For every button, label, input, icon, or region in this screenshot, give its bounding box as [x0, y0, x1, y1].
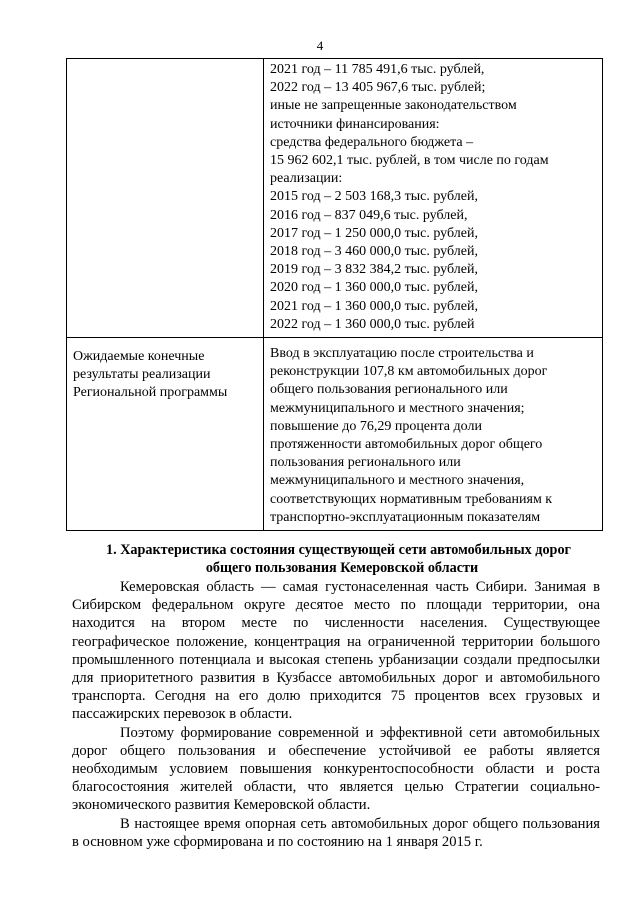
funding-line: 2015 год – 2 503 168,3 тыс. рублей,	[270, 189, 478, 205]
funding-line: иные не запрещенные законодательством	[270, 98, 517, 114]
paragraph: Поэтому формирование современной и эффективной сети автомобильных дорог общего пользования и обеспечение устойчивой ее работы является необходимым условием повышения конкурентоспособности области и роста благосостояния жителей области, что является целью Стратегии социально-экономического развития Кемеровской области.	[72, 724, 600, 814]
result-line: протяженности автомобильных дорог общего	[270, 437, 543, 453]
funding-line: 2020 год – 1 360 000,0 тыс. рублей,	[270, 280, 478, 296]
table-cell-label	[67, 338, 264, 531]
paragraph: В настоящее время опорная сеть автомобильных дорог общего пользования в основном уже сформирована и по состоянию на 1 января 2015 г.	[72, 815, 600, 850]
result-line: межмуниципального и местного значения;	[270, 400, 525, 416]
section-heading-line: 1. Характеристика состояния существующей сети автомобильных дорог	[106, 542, 571, 558]
funding-line: 15 962 602,1 тыс. рублей, в том числе по годам	[270, 153, 549, 169]
table-cell-results	[264, 338, 603, 531]
funding-line: 2022 год – 13 405 967,6 тыс. рублей;	[270, 80, 486, 96]
funding-line: 2017 год – 1 250 000,0 тыс. рублей,	[270, 225, 478, 241]
table-row	[67, 338, 603, 531]
section-heading-line: общего пользования Кемеровской области	[205, 560, 479, 576]
result-line: соответствующих нормативным требованиям к	[270, 491, 553, 507]
result-line: повышение до 76,29 процента доли	[270, 418, 482, 434]
result-line: общего пользования регионального или	[270, 382, 508, 398]
funding-line: средства федерального бюджета –	[270, 134, 474, 150]
funding-line: реализации:	[270, 171, 343, 187]
funding-line: 2022 год – 1 360 000,0 тыс. рублей	[270, 316, 475, 332]
table-row	[67, 59, 603, 338]
result-line: межмуниципального и местного значения,	[270, 473, 525, 489]
funding-line: 2021 год – 1 360 000,0 тыс. рублей,	[270, 298, 478, 314]
result-line: транспортно-эксплуатационным показателям	[270, 509, 541, 525]
page-number: 4	[316, 38, 324, 53]
label-line: Региональной программы	[73, 385, 228, 401]
label-line: Ожидаемые конечные	[73, 349, 205, 365]
funding-line: 2016 год – 837 049,6 тыс. рублей,	[270, 207, 468, 223]
funding-line: 2018 год – 3 460 000,0 тыс. рублей,	[270, 244, 478, 260]
program-passport-table	[66, 58, 603, 531]
label-line: результаты реализации	[73, 367, 211, 383]
result-line: Ввод в эксплуатацию после строительства и	[270, 346, 534, 362]
section-heading	[72, 541, 612, 577]
result-line: реконструкции 107,8 км автомобильных дорог	[270, 364, 548, 380]
funding-line: 2021 год – 11 785 491,6 тыс. рублей,	[270, 62, 485, 77]
result-line: пользования регионального или	[270, 455, 461, 471]
funding-line: 2019 год – 3 832 384,2 тыс. рублей,	[270, 262, 478, 278]
table-cell-label	[67, 59, 264, 338]
funding-line: источники финансирования:	[270, 116, 440, 132]
section-body	[72, 578, 600, 851]
table-cell-funding	[264, 59, 603, 338]
paragraph: Кемеровская область — самая густонаселенная часть Сибири. Занимая в Сибирском федеральном округе десятое место по площади территории, она находится на втором месте по численности населения. Существующее географическое положение, концентрация на ограниченной территории большого промышленного потенциала и высокая степень урбанизации создали предпосылки для приоритетного развития в Кузбассе автомобильных дорог и автомобильного транспорта. Сегодня на его долю приходится 75 процентов всех грузовых и пассажирских перевозок в области.	[72, 579, 600, 723]
